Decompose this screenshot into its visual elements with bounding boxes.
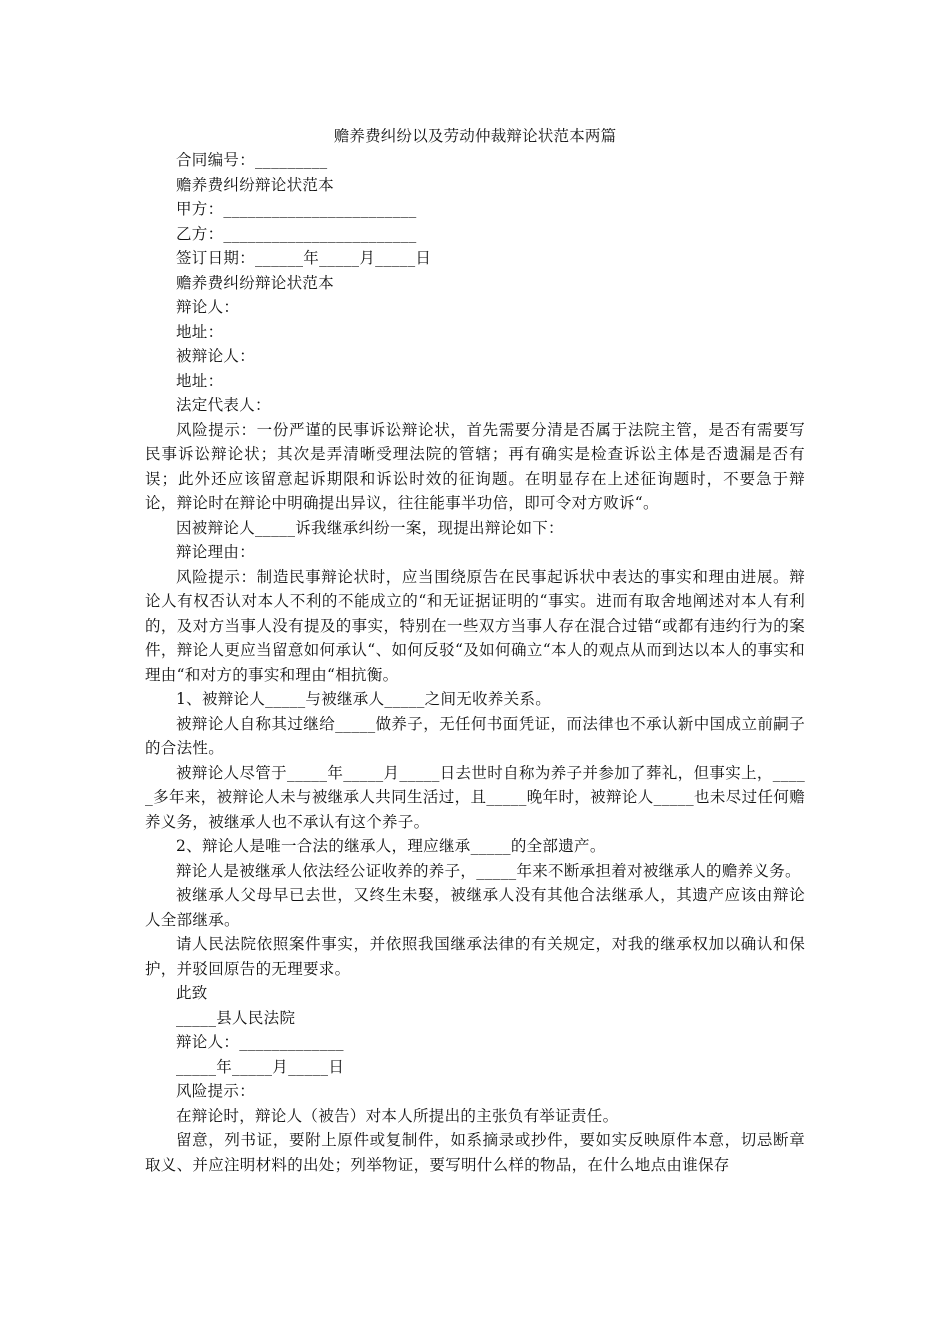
body-paragraph: 被继承人父母早已去世，又终生未娶，被继承人没有其他合法继承人，其遗产应该由辩论人全部继承。 (145, 886, 805, 929)
section-heading: 赡养费纠纷辩论状范本 (176, 273, 335, 292)
court-name-line: _____县人民法院 (176, 1008, 296, 1027)
signature-line: 辩论人：_____________ (176, 1033, 344, 1051)
legal-representative-label: 法定代表人： (176, 396, 271, 414)
risk-tip-paragraph: 风险提示：制造民事辩论状时，应当围绕原告在民事起诉状中表达的事实和理由进展。辩论人有权否认对本人不利的不能成立的“和无证据证明的“事实。进而有取舍地阐述对本人有利的，及对方当事人没有提及的事实，特别在一些双方当事人存在混合过错“或都有违约行为的案件，辩论人更应当留意如何承认“、如何反驳“及如何确立“本人的观点从而到达以本人的事实和理由“和对方的事实和理由“相抗衡。 (145, 567, 805, 684)
risk-tip-heading: 风险提示： (176, 1082, 256, 1100)
contract-number-line: 合同编号：_________ (176, 151, 328, 169)
body-paragraph: 辩论人是被继承人依法经公证收养的养子，_____年来不断承担着对被继承人的赡养义务。 (176, 861, 801, 880)
body-paragraph: 在辩论时，辩论人（被告）对本人所提出的主张负有举证责任。 (176, 1106, 619, 1125)
respondent-label: 辩论人： (176, 298, 240, 316)
respondent-address-label: 地址： (176, 322, 224, 341)
party-b-line: 乙方：________________________ (176, 224, 417, 243)
subtitle: 赡养费纠纷辩论状范本 (176, 175, 335, 194)
request-paragraph: 请人民法院依照案件事实，并依照我国继承法律的有关规定，对我的继承权加以确认和保护，并驳回原告的无理要求。 (145, 935, 805, 978)
document-body (145, 148, 805, 1177)
body-paragraph: 留意，列书证，要附上原件或复制件，如系摘录或抄件，要如实反映原件本意，切忌断章取义、并应注明材料的出处；列举物证，要写明什么样的物品，在什么地点由谁保存 (145, 1131, 805, 1174)
defense-reasons-heading: 辩论理由： (176, 543, 256, 561)
date-line: _____年_____月_____日 (176, 1057, 345, 1076)
point-1-heading: 1、被辩论人_____与被继承人_____之间无收养关系。 (176, 690, 552, 708)
party-a-line: 甲方：________________________ (176, 200, 417, 218)
point-2-heading: 2、辩论人是唯一合法的继承人，理应继承_____的全部遗产。 (176, 837, 606, 855)
risk-tip-paragraph: 风险提示：一份严谨的民事诉讼辩论状，首先需要分清是否属于法院主管，是否有需要写民事诉讼辩论状；其次是弄清晰受理法院的管辖；再有确实是检查诉讼主体是否遗漏是否有误；此外还应该留意起诉期限和诉讼时效的征询题。在明显存在上述征询题时，不要急于辩论，辩论时在辩论中明确提出异议，往往能事半功倍，即可令对方败诉“。 (145, 420, 805, 512)
body-paragraph: 被辩论人尽管于_____年_____月_____日去世时自称为养子并参加了葬礼，但事实上，_____多年来，被辩论人未与被继承人共同生活过，且_____晚年时，被辩论人_____也未尽过任何赡养义务，被继承人也不承认有这个养子。 (145, 763, 805, 831)
opponent-address-label: 地址： (176, 371, 224, 390)
signing-date-line: 签订日期：______年_____月_____日 (176, 249, 432, 267)
salutation: 此致 (176, 984, 208, 1002)
case-intro-paragraph: 因被辩论人_____诉我继承纠纷一案，现提出辩论如下： (176, 518, 564, 537)
document-title: 赡养费纠纷以及劳动仲裁辩论状范本两篇 (333, 127, 617, 145)
body-paragraph: 被辩论人自称其过继给_____做养子，无任何书面凭证，而法律也不承认新中国成立前嗣子的合法性。 (145, 714, 805, 757)
opponent-label: 被辩论人： (176, 347, 256, 365)
